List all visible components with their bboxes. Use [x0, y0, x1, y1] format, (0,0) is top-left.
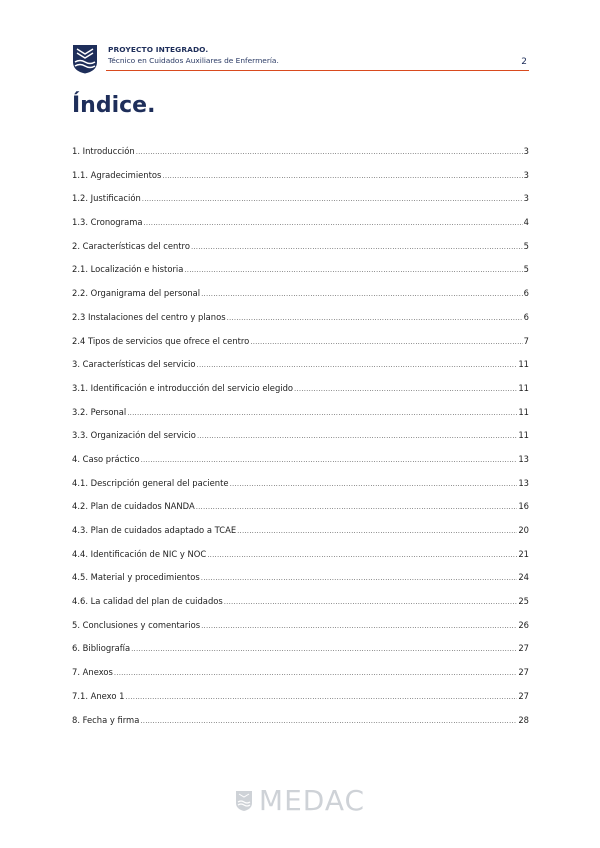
toc-entry-page: 5 [523, 240, 529, 251]
toc-entry-page: 13 [518, 477, 529, 488]
toc-entry-page: 27 [518, 643, 529, 654]
toc-dot-leader [140, 717, 517, 725]
toc-entry[interactable] [72, 667, 529, 691]
toc-entry[interactable] [72, 193, 529, 217]
toc-dot-leader [142, 195, 523, 203]
toc-entry[interactable] [72, 264, 529, 288]
toc-entry-label: 6. Bibliografía [72, 643, 131, 654]
toc-entry-label: 2. Características del centro [72, 240, 190, 251]
toc-entry-label: 5. Conclusiones y comentarios [72, 619, 201, 630]
toc-entry-label: 4. Caso práctico [72, 453, 140, 464]
toc-dot-leader [230, 480, 518, 488]
toc-entry[interactable] [72, 241, 529, 265]
toc-dot-leader [196, 503, 518, 511]
toc-entry[interactable] [72, 146, 529, 170]
toc-entry-page: 20 [518, 525, 529, 535]
toc-entry[interactable] [72, 454, 529, 478]
toc-entry-page: 13 [518, 453, 529, 464]
toc-entry-label: 1.1. Agradecimientos [72, 169, 162, 180]
toc-entry[interactable] [72, 312, 529, 336]
toc-dot-leader [197, 361, 518, 369]
toc-entry-label: 2.4 Tipos de servicios que ofrece el centro [72, 335, 250, 346]
toc-entry-page: 11 [518, 406, 529, 417]
toc-dot-leader [162, 172, 522, 180]
toc-entry-page: 25 [518, 596, 529, 607]
toc-entry[interactable] [72, 572, 529, 596]
toc-dot-leader [237, 527, 517, 535]
page-header [72, 44, 529, 74]
toc-entry-label: 4.2. Plan de cuidados NANDA [72, 501, 195, 512]
toc-dot-leader [184, 266, 522, 274]
toc-entry-label: 1.3. Cronograma [72, 217, 143, 228]
toc-dot-leader [114, 669, 517, 677]
toc-entry-label: 7.1. Anexo 1 [72, 690, 125, 701]
footer-brand: MEDAC [258, 784, 366, 817]
page-footer [0, 784, 600, 817]
toc-dot-leader [136, 148, 523, 156]
toc-entry[interactable] [72, 501, 529, 525]
toc-entry-page: 11 [518, 430, 529, 441]
toc-entry-label: 8. Fecha y firma [72, 714, 140, 725]
toc-dot-leader [127, 409, 517, 417]
toc-entry[interactable] [72, 407, 529, 431]
toc-entry-page: 5 [523, 264, 529, 275]
toc-entry[interactable] [72, 478, 529, 502]
toc-dot-leader [141, 456, 518, 464]
toc-entry-label: 2.3 Instalaciones del centro y planos [72, 311, 226, 322]
toc-entry-page: 27 [518, 690, 529, 701]
toc-entry-label: 3. Características del servicio [72, 359, 196, 370]
medac-shield-logo-icon [72, 44, 98, 74]
toc-entry-label: 2.1. Localización e historia [72, 264, 184, 275]
toc-dot-leader [131, 645, 517, 653]
toc-entry[interactable] [72, 620, 529, 644]
toc-entry-page: 3 [523, 169, 529, 180]
toc-entry-label: 7. Anexos [72, 667, 113, 678]
toc-entry-page: 7 [523, 335, 529, 346]
toc-dot-leader [201, 290, 523, 298]
header-subtitle: Técnico en Cuidados Auxiliares de Enfermería. [108, 56, 279, 65]
toc-entry-label: 3.1. Identificación e introducción del servicio elegido [72, 382, 294, 393]
toc-entry-label: 4.5. Material y procedimientos [72, 572, 200, 583]
toc-entry[interactable] [72, 525, 529, 549]
toc-entry-label: 4.1. Descripción general del paciente [72, 477, 229, 488]
toc-entry[interactable] [72, 359, 529, 383]
toc-entry-page: 27 [518, 667, 529, 678]
toc-dot-leader [207, 551, 517, 559]
toc-entry-page: 4 [523, 217, 529, 228]
page-number: 2 [521, 57, 527, 67]
toc-entry-label: 4.4. Identificación de NIC y NOC [72, 548, 207, 559]
toc-entry[interactable] [72, 643, 529, 667]
toc-entry-page: 21 [518, 548, 529, 559]
toc-entry[interactable] [72, 217, 529, 241]
toc-dot-leader [227, 314, 523, 322]
toc-entry-page: 26 [518, 619, 529, 630]
toc-entry-label: 4.6. La calidad del plan de cuidados [72, 596, 223, 607]
header-title: PROYECTO INTEGRADO. [108, 45, 209, 54]
page-title: Índice. [72, 93, 156, 118]
toc-dot-leader [250, 338, 522, 346]
toc-dot-leader [294, 385, 517, 393]
toc-entry[interactable] [72, 430, 529, 454]
header-divider [106, 70, 529, 71]
toc-entry-label: 1. Introducción [72, 146, 135, 156]
table-of-contents [72, 146, 529, 738]
toc-dot-leader [224, 598, 518, 606]
toc-entry-page: 24 [518, 572, 529, 583]
toc-entry[interactable] [72, 715, 529, 739]
toc-entry-page: 11 [518, 382, 529, 393]
toc-entry[interactable] [72, 383, 529, 407]
toc-dot-leader [197, 432, 517, 440]
toc-dot-leader [201, 574, 518, 582]
footer-watermark [235, 784, 365, 817]
toc-entry[interactable] [72, 549, 529, 573]
toc-entry-label: 3.2. Personal [72, 406, 127, 417]
toc-dot-leader [144, 219, 523, 227]
toc-entry-label: 1.2. Justificación [72, 193, 141, 204]
toc-entry-label: 2.2. Organigrama del personal [72, 288, 201, 299]
medac-watermark-shield-icon [235, 790, 253, 812]
toc-entry-page: 3 [523, 193, 529, 204]
toc-dot-leader [201, 622, 517, 630]
toc-dot-leader [191, 243, 523, 251]
toc-entry-page: 6 [523, 311, 529, 322]
toc-entry-label: 3.3. Organización del servicio [72, 430, 196, 441]
toc-dot-leader [126, 693, 518, 701]
toc-entry-page: 6 [523, 288, 529, 299]
toc-entry[interactable] [72, 288, 529, 312]
toc-entry-page: 16 [518, 501, 529, 512]
toc-entry[interactable] [72, 336, 529, 360]
toc-entry[interactable] [72, 691, 529, 715]
toc-entry-page: 3 [523, 146, 529, 156]
toc-entry[interactable] [72, 170, 529, 194]
toc-entry-label: 4.3. Plan de cuidados adaptado a TCAE [72, 525, 237, 535]
header-text-block [108, 45, 279, 66]
toc-entry[interactable] [72, 596, 529, 620]
toc-entry-page: 11 [518, 359, 529, 370]
toc-entry-page: 28 [518, 714, 529, 725]
